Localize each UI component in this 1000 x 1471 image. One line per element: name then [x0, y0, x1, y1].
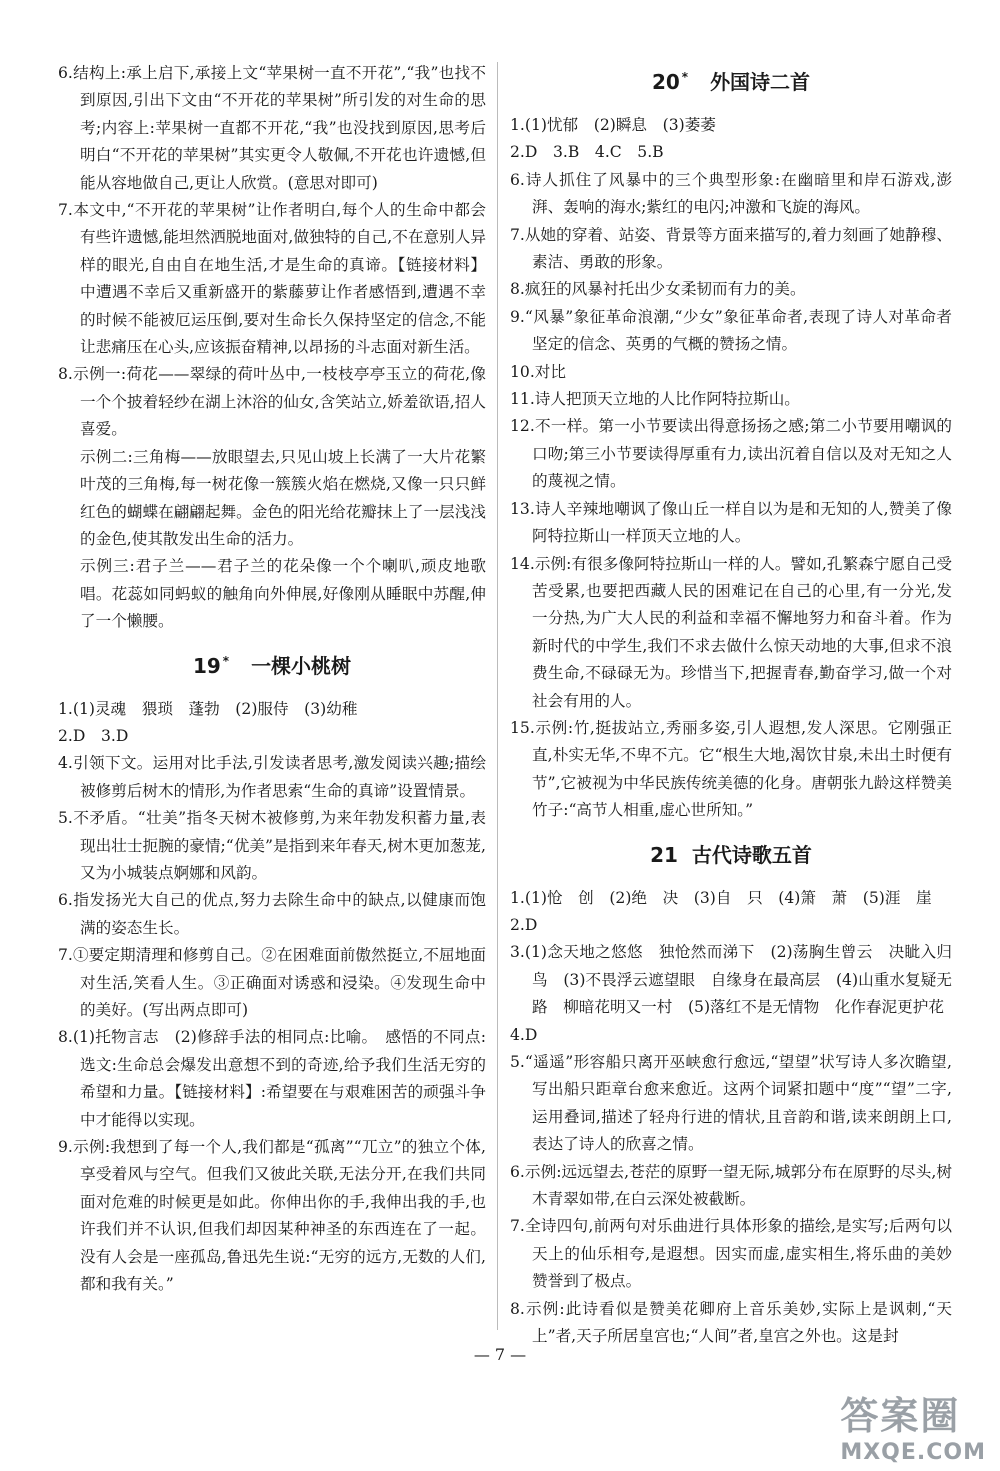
answer-item: 12.不一样。第一小节要读出得意扬扬之感;第二小节要用嘲讽的口吻;第三小节要读得厚重有力,读出沉着自信以及对无知之人的蔑视之情。 [510, 417, 952, 491]
section-mark: * [681, 70, 689, 85]
answer-item: 2.D [510, 915, 538, 934]
section-heading-20 [510, 54, 952, 110]
page-number: — 7 — [473, 1345, 527, 1364]
answer-item: 1.(1)忧郁 (2)瞬息 (3)萎萎 [510, 116, 716, 134]
answer-example: 示例三:君子兰——君子兰的花朵像一个个喇叭,顽皮地歌唱。花蕊如同蚂蚁的触角向外伸展,好像刚从睡眠中苏醒,伸了一个懒腰。 [80, 557, 486, 631]
section-number: 20 [651, 70, 680, 94]
answer-item: 4.D [510, 1025, 538, 1044]
answer-item: 9.“风暴”象征革命浪潮,“少女”象征革命者,表现了诗人对革命者坚定的信念、英勇的气概的赞扬之情。 [510, 307, 952, 354]
answer-item: 7.①要定期清理和修剪自己。②在困难面前傲然挺立,不屈地面对生活,笑看人生。③正确面对诱惑和浸染。④发现生命中的美好。(写出两点即可) [58, 946, 486, 1019]
site-watermark [840, 1385, 986, 1465]
answer-item: 8.(1)托物言志 (2)修辞手法的相同点:比喻。 感悟的不同点:选文:生命总会爆发出意想不到的奇迹,给予我们生活无穷的希望和力量。【链接材料】:希望要在与艰难困苦的顽强斗争中才能得以实现。 [58, 1028, 486, 1129]
answer-item: 15.示例:竹,挺拔站立,秀丽多姿,引人遐想,发人深思。它刚强正直,朴实无华,不卑不亢。它“根生大地,渴饮甘泉,未出土时便有节”,它被视为中华民族传统美德的化身。唐朝张九龄这样赞美竹子:“高节人相重,虚心世所知。” [510, 718, 952, 820]
section-title: 一棵小桃树 [251, 653, 352, 678]
answer-item: 3.(1)念天地之悠悠 独怆然而涕下 (2)荡胸生曾云 决眦入归鸟 (3)不畏浮云遮望眼 自缘身在最高层 (4)山重水复疑无路 柳暗花明又一村 (5)落红不是无情物 化作春泥更护花 [510, 943, 952, 1017]
answer-item: 8.示例:此诗看似是赞美花卿府上音乐美妙,实际上是讽刺,“天上”者,天子所居皇宫也;“人间”者,皇宫之外也。这是封 [510, 1299, 952, 1346]
section-number: 19 [192, 653, 221, 678]
section-mark: * [222, 653, 230, 668]
answer-item: 8.示例一:荷花——翠绿的荷叶丛中,一枝枝亭亭玉立的荷花,像一个个披着轻纱在湖上沐浴的仙女,含笑站立,娇羞欲语,招人喜爱。 [58, 365, 486, 439]
section-title: 古代诗歌五首 [691, 842, 812, 867]
answer-item: 11.诗人把顶天立地的人比作阿特拉斯山。 [510, 390, 800, 409]
answer-item: 6.示例:远远望去,苍茫的原野一望无际,城郭分布在原野的尽头,树木青翠如带,在白云深处被截断。 [510, 1162, 952, 1209]
answer-item: 6.诗人抓住了风暴中的三个典型形象:在幽暗里和岸石游戏,澎湃、轰响的海水;紫红的电闪;冲激和飞旋的海风。 [510, 170, 952, 217]
answer-item: 14.示例:有很多像阿特拉斯山一样的人。譬如,孔繁森宁愿自己受苦受累,也要把西藏人民的困难记在自己的心里,有一分光,发一分热,为广大人民的利益和幸福不懈地努力和奋斗着。作为新时代的中学生,我们不求去做什么惊天动地的大事,但求不浪费生命,不碌碌无为。珍惜当下,把握青春,勤奋学习,做一个对社会有用的人。 [510, 554, 952, 710]
watermark-logo: 答案圈 [840, 1394, 961, 1438]
column-divider [497, 62, 498, 1330]
answer-item: 13.诗人辛辣地嘲讽了像山丘一样自以为是和无知的人,赞美了像阿特拉斯山一样顶天立地的人。 [510, 499, 952, 546]
section-number: 21 [650, 842, 678, 867]
answer-item: 8.疯狂的风暴衬托出少女柔韧而有力的美。 [510, 280, 806, 299]
section-heading-19 [58, 638, 486, 694]
section-heading-21 [510, 827, 952, 883]
answer-item: 7.本文中,“不开花的苹果树”让作者明白,每个人的生命中都会有些许遗憾,能坦然洒脱地面对,做独特的自己,不在意别人异样的眼光,自由自在地生活,才是生命的真谛。【链接材料】中遭遇不幸后又重新盛开的紫藤萝让作者感悟到,遭遇不幸的时候不能被厄运压倒,要对生命长久保持坚定的信念,不能让悲痛压在心头,应该振奋精神,以昂扬的斗志面对新生活。 [58, 201, 486, 357]
answer-item: 1.(1)灵魂 猥琐 蓬勃 (2)服侍 (3)幼稚 [58, 699, 358, 718]
answer-item: 2.D 3.D [58, 726, 129, 745]
answer-item: 7.全诗四句,前两句对乐曲进行具体形象的描绘,是实写;后两句以天上的仙乐相夸,是遐想。因实而虚,虚实相生,将乐曲的美妙赞誉到了极点。 [510, 1217, 952, 1291]
answer-item: 10.对比 [510, 362, 566, 381]
left-column [58, 60, 486, 1298]
watermark-url: MXQE.COM [840, 1440, 986, 1465]
answer-example: 示例二:三角梅——放眼望去,只见山坡上长满了一大片花繁叶茂的三角梅,每一树花像一簇簇火焰在燃烧,又像一只只鲜红色的蝴蝶在翩翩起舞。金色的阳光给花瓣抹上了一层浅浅的金色,使其散发出生命的活力。 [80, 447, 486, 548]
answer-item: 5.不矛盾。“壮美”指冬天树木被修剪,为来年勃发积蓄力量,表现出壮士扼腕的豪情;“优美”是指到来年春天,树木更加葱茏,又为小城装点婀娜和风韵。 [58, 809, 486, 882]
section-title: 外国诗二首 [710, 70, 811, 94]
answer-item: 2.D 3.B 4.C 5.B [510, 143, 664, 162]
answer-item: 1.(1)怆 创 (2)绝 决 (3)自 只 (4)箫 萧 (5)涯 崖 [510, 888, 932, 907]
answer-item: 6.指发扬光大自己的优点,努力去除生命中的缺点,以健康而饱满的姿态生长。 [58, 891, 486, 937]
right-column [510, 60, 952, 1350]
answer-item: 5.“遥遥”形容船只离开巫峡愈行愈远,“望望”状写诗人多次瞻望,写出船只距章台愈来愈近。这两个词紧扣题中“度”“望”二字,运用叠词,描述了轻舟行进的情状,且音韵和谐,读来朗朗上口,表达了诗人的欣喜之情。 [510, 1053, 952, 1154]
answer-item: 6.结构上:承上启下,承接上文“苹果树一直不开花”,“我”也找不到原因,引出下文由“不开花的苹果树”所引发的对生命的思考;内容上:苹果树一直都不开花,“我”也没找到原因,思考后明白“不开花的苹果树”其实更令人敬佩,不开花也许遗憾,但能从容地做自己,更让人欣赏。(意思对即可) [58, 64, 486, 192]
answer-item: 7.从她的穿着、站姿、背景等方面来描写的,着力刻画了她静穆、素洁、勇敢的形象。 [510, 225, 952, 272]
answer-item: 4.引领下文。运用对比手法,引发读者思考,激发阅读兴趣;描绘被修剪后树木的情形,为作者思索“生命的真谛”设置情景。 [58, 754, 486, 800]
answer-item: 9.示例:我想到了每一个人,我们都是“孤离”“兀立”的独立个体,享受着风与空气。但我们又彼此关联,无法分开,在我们共同面对危难的时候更是如此。你伸出你的手,我伸出我的手,也许我们并不认识,但我们却因某种神圣的东西连在了一起。没有人会是一座孤岛,鲁迅先生说:“无穷的远方,无数的人们,都和我有关。” [58, 1138, 486, 1294]
